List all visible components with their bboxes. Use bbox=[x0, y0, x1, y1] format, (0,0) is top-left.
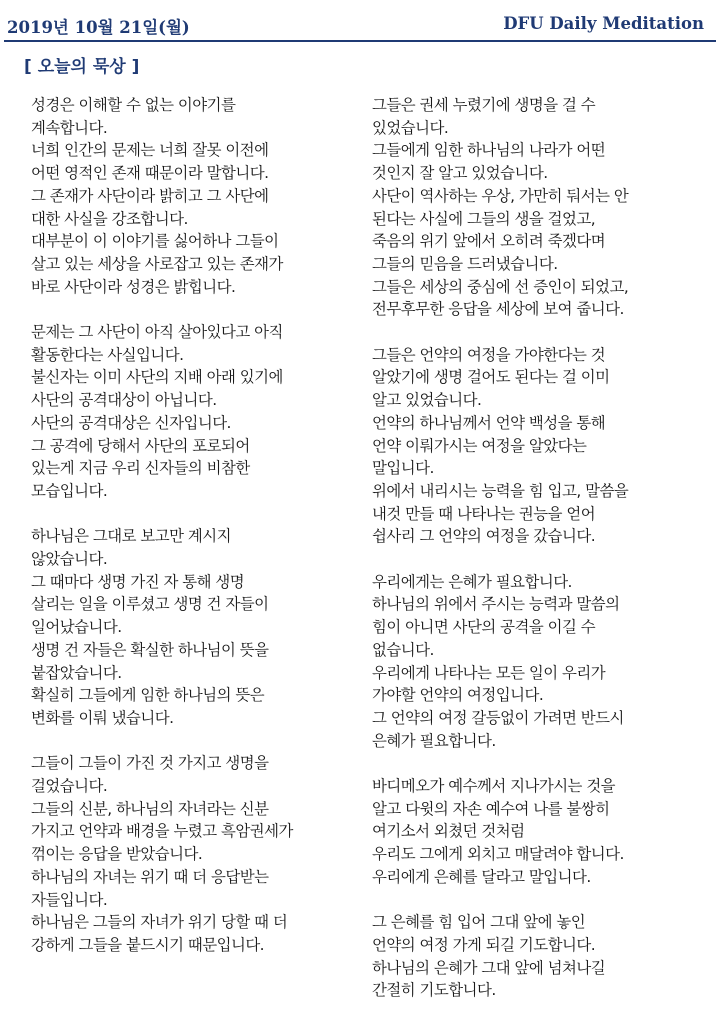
section-title: [ 오늘의 묵상 ] bbox=[24, 57, 140, 77]
text-line: 가지고 언약과 배경을 누렸고 흑암권세가 bbox=[31, 822, 293, 841]
text-line: 바로 사단이라 성경은 밝힙니다. bbox=[31, 277, 236, 296]
text-line: 살리는 일을 이루셨고 생명 건 자들이 bbox=[31, 595, 269, 614]
text-line: 알고 다윗의 자손 예수여 나를 불쌍히 bbox=[372, 799, 610, 818]
text-line: 하나님의 위에서 주시는 능력과 말씀의 bbox=[372, 595, 620, 614]
text-line: 사단이 역사하는 우상, 가만히 둬서는 안 bbox=[372, 186, 629, 205]
text-line: 활동한다는 사실입니다. bbox=[31, 345, 184, 364]
text-line: 대한 사실을 강조합니다. bbox=[31, 209, 188, 228]
text-line: 언약 이뤄가시는 여정을 알았다는 bbox=[372, 436, 587, 455]
text-line: 된다는 사실에 그들의 생을 걸었고, bbox=[372, 209, 596, 228]
text-line: 것인지 잘 알고 있었습니다. bbox=[372, 164, 548, 183]
text-line: 알았기에 생명 걸어도 된다는 걸 이미 bbox=[372, 368, 610, 387]
text-line: 우리도 그에게 외치고 매달려야 합니다. bbox=[372, 845, 624, 864]
text-line: 걸었습니다. bbox=[31, 777, 108, 796]
text-line: 쉽사리 그 언약의 여정을 갔습니다. bbox=[372, 527, 596, 546]
text-line: 그 때마다 생명 가진 자 통해 생명 bbox=[31, 572, 245, 591]
text-line: 언약의 하나님께서 언약 백성을 통해 bbox=[372, 413, 606, 432]
text-line: 우리에게 은혜를 달라고 말입니다. bbox=[372, 867, 591, 886]
text-line: 바디메오가 예수께서 지나가시는 것을 bbox=[372, 777, 616, 796]
text-line: 하나님은 그대로 보고만 계시지 bbox=[31, 527, 231, 546]
text-line: 그 존재가 사단이라 밝히고 그 사단에 bbox=[31, 186, 269, 205]
text-line: 않았습니다. bbox=[31, 550, 108, 569]
text-line: 그 공격에 당해서 사단의 포로되어 bbox=[31, 436, 250, 455]
text-line: 사단의 공격대상은 신자입니다. bbox=[31, 413, 231, 432]
text-line: 사단의 공격대상이 아닙니다. bbox=[31, 391, 217, 410]
header-brand: DFU Daily Meditation bbox=[503, 14, 704, 33]
text-line: 여기소서 외쳤던 것처럼 bbox=[372, 822, 525, 841]
text-line: 변화를 이뤄 냈습니다. bbox=[31, 708, 174, 727]
text-line: 그들은 권세 누렸기에 생명을 걸 수 bbox=[372, 96, 596, 114]
header-date: 2019년 10월 21일(월) bbox=[7, 18, 190, 37]
paragraph bbox=[372, 911, 697, 1002]
text-line: 있는게 지금 우리 신자들의 비참한 bbox=[31, 459, 250, 478]
paragraph bbox=[31, 752, 351, 956]
paragraph bbox=[372, 344, 697, 548]
text-line: 그들은 세상의 중심에 선 증인이 되었고, bbox=[372, 277, 629, 296]
text-line: 불신자는 이미 사단의 지배 아래 있기에 bbox=[31, 368, 283, 387]
text-line: 성경은 이해할 수 없는 이야기를 bbox=[31, 96, 236, 114]
text-line: 꺾이는 응답을 받았습니다. bbox=[31, 845, 203, 864]
text-line: 내것 만들 때 나타나는 권능을 얻어 bbox=[372, 504, 596, 523]
text-line: 모습입니다. bbox=[31, 481, 108, 500]
text-line: 그들의 신분, 하나님의 자녀라는 신분 bbox=[31, 799, 269, 818]
text-line: 일어났습니다. bbox=[31, 618, 122, 637]
text-line: 하나님의 은혜가 그대 앞에 넘쳐나길 bbox=[372, 958, 606, 977]
paragraph bbox=[372, 571, 697, 753]
text-line: 그들이 그들이 가진 것 가지고 생명을 bbox=[31, 754, 269, 773]
text-line: 위에서 내리시는 능력을 힘 입고, 말씀을 bbox=[372, 481, 629, 500]
text-line: 간절히 기도합니다. bbox=[372, 981, 496, 1000]
right-column bbox=[372, 94, 697, 1017]
text-line: 어떤 영적인 존재 때문이라 말합니다. bbox=[31, 164, 269, 183]
text-line: 그들에게 임한 하나님의 나라가 어떤 bbox=[372, 141, 606, 160]
text-line: 자들입니다. bbox=[31, 890, 108, 909]
text-line: 가야할 언약의 여정입니다. bbox=[372, 686, 544, 705]
text-line: 너희 인간의 문제는 너희 잘못 이전에 bbox=[31, 141, 269, 160]
text-line: 말입니다. bbox=[372, 459, 434, 478]
paragraph bbox=[372, 775, 697, 889]
text-line: 살고 있는 세상을 사로잡고 있는 존재가 bbox=[31, 254, 283, 273]
text-line: 우리에게 나타나는 모든 일이 우리가 bbox=[372, 663, 606, 682]
paragraph bbox=[372, 94, 697, 321]
text-line: 은혜가 필요합니다. bbox=[372, 731, 496, 750]
text-line: 하나님은 그들의 자녀가 위기 당할 때 더 bbox=[31, 913, 288, 932]
text-line: 그 언약의 여정 갈등없이 가려면 반드시 bbox=[372, 708, 624, 727]
text-line: 하나님의 자녀는 위기 때 더 응답받는 bbox=[31, 867, 269, 886]
text-line: 그 은혜를 힘 입어 그대 앞에 놓인 bbox=[372, 913, 586, 932]
text-line: 강하게 그들을 붙드시기 때문입니다. bbox=[31, 935, 265, 954]
text-line: 그들의 믿음을 드러냈습니다. bbox=[372, 254, 558, 273]
text-line: 우리에게는 은혜가 필요합니다. bbox=[372, 572, 572, 591]
text-line: 대부분이 이 이야기를 싫어하나 그들이 bbox=[31, 232, 279, 251]
text-line: 언약의 여정 가게 되길 기도합니다. bbox=[372, 935, 596, 954]
text-line: 계속합니다. bbox=[31, 118, 108, 137]
text-line: 생명 건 자들은 확실한 하나님이 뜻을 bbox=[31, 640, 269, 659]
text-line: 죽음의 위기 앞에서 오히려 죽겠다며 bbox=[372, 232, 606, 251]
text-line: 그들은 언약의 여정을 가야한다는 것 bbox=[372, 345, 606, 364]
left-column bbox=[31, 94, 351, 979]
paragraph bbox=[31, 94, 351, 298]
header-divider bbox=[4, 40, 716, 42]
text-line: 전무후무한 응답을 세상에 보여 줍니다. bbox=[372, 300, 624, 319]
text-line: 붙잡았습니다. bbox=[31, 663, 122, 682]
text-line: 있었습니다. bbox=[372, 118, 449, 137]
text-line: 확실히 그들에게 임한 하나님의 뜻은 bbox=[31, 686, 265, 705]
text-line: 힘이 아니면 사단의 공격을 이길 수 bbox=[372, 618, 596, 637]
paragraph bbox=[31, 525, 351, 729]
text-line: 없습니다. bbox=[372, 640, 434, 659]
text-line: 알고 있었습니다. bbox=[372, 391, 482, 410]
text-line: 문제는 그 사단이 아직 살아있다고 아직 bbox=[31, 323, 283, 342]
paragraph bbox=[31, 321, 351, 503]
